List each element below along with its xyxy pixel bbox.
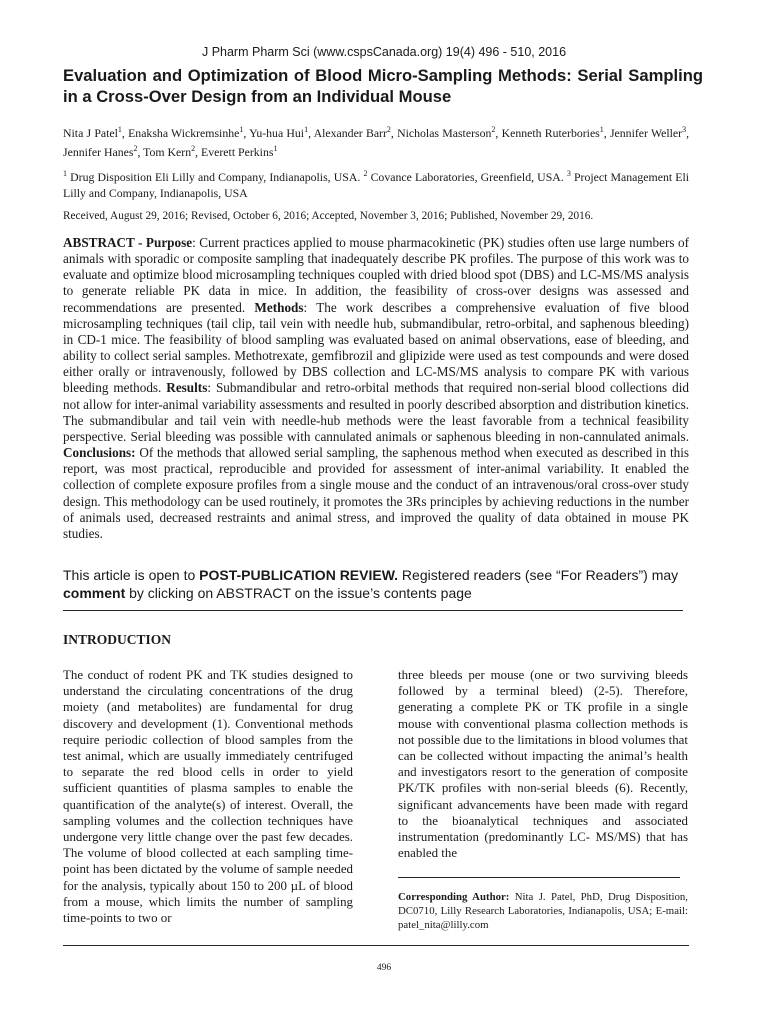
- author-affiliation-mark: 1: [239, 125, 244, 134]
- comment-label: comment: [63, 585, 126, 601]
- abstract-conclusions: Of the methods that allowed serial sampling, the saphenous method when executed as described in this report, was most practical, reproducible and provided for assessment of inter-animal variability. It enabled the collection of complete exposure profiles from a single mouse and the conduct of an intravenous/oral cross-over study design. This methodology can be used routinely, it promotes the 3Rs principles by achieving reductions in the number of animals used, decreased restraints and animal stress, and improved the quality of data obtained in mouse PK studies.: [63, 445, 689, 541]
- introduction-right-column: three bleeds per mouse (one or two surviving bleeds followed by a terminal bleed) (2-5). Therefore, generating a complete PK or TK profile in a single mouse with conventional plasma collection methods is not possible due to the limitations in blood volumes that can be collected without impacting the animal’s health and investigators resort to the generation of composite PK/TK profiles with non-serial bleeds (6). Recently, significant advancements have been made with regard to the bioanalytical techniques and associated instrumentation (predominantly LC- MS/MS) that has enabled the: [398, 668, 688, 861]
- author-name: Jennifer Weller$^3$: [609, 125, 687, 140]
- author-affiliation-mark: 2: [491, 125, 496, 134]
- corresponding-author-label: Corresponding Author:: [398, 891, 510, 903]
- author-affiliation-mark: 2: [191, 143, 196, 153]
- affiliation-text: Project Management Eli Lilly and Company, Indianapolis, USA: [63, 169, 690, 200]
- corresponding-author-text: Nita J. Patel, PhD, Drug Disposition, DC0710, Lilly Research Laboratories, Indianapolis, USA; E-mail: patel_nita@lilly.com: [398, 891, 689, 931]
- abstract-purpose: : Current practices applied to mouse pharmacokinetic (PK) studies often use large numbers of animals with sporadic or composite sampling that inadequately describe PK profiles. The purpose of this work was to evaluate and optimize blood microsampling techniques coupled with dried blood spot (DBS) and LC-MS/MS analysis to generate reliable PK data in mice. In addition, the feasibility of cross-over designs was assessed and recommendations are presented.: [63, 235, 689, 315]
- author-affiliation-mark: 2: [386, 125, 391, 134]
- affiliation-text: Covance Laboratories, Greenfield, USA.: [367, 169, 567, 184]
- abstract[interactable]: [63, 235, 689, 542]
- author-affiliation-mark: 3: [682, 125, 687, 134]
- author-affiliation-mark: 1: [273, 143, 278, 153]
- affiliation-number: 2: [363, 169, 368, 178]
- author-affiliation-mark: 1: [304, 125, 309, 134]
- affiliation-text: Drug Disposition Eli Lilly and Company, Indianapolis, USA.: [67, 169, 364, 184]
- abstract-label: ABSTRACT - Purpose: [63, 235, 193, 250]
- author-name: Kenneth Ruterbories$^1$: [501, 125, 604, 140]
- affiliation-number: 3: [566, 169, 571, 178]
- footnote-divider: [398, 877, 680, 878]
- abstract-conclusions-label: Conclusions:: [63, 445, 136, 461]
- open-review-text-1: This article is open to: [63, 567, 200, 583]
- journal-header: J Pharm Pharm Sci (www.cspsCanada.org) 19(4) 496 - 510, 2016: [201, 45, 567, 59]
- footer-divider: [63, 945, 689, 946]
- author-name: Everett Perkins$^1$: [201, 143, 278, 159]
- author-affiliation-mark: 1: [117, 125, 122, 134]
- author-name: Enaksha Wickremsinhe$^1$: [128, 125, 244, 140]
- publication-dates: Received, August 29, 2016; Revised, October 6, 2016; Accepted, November 3, 2016; Published, November 29, 2016.: [63, 210, 594, 222]
- header-divider: [63, 610, 683, 611]
- author-name: Yu-hua Hui$^1$: [249, 125, 309, 140]
- author-name: Alexander Barr$^2$: [313, 125, 391, 140]
- abstract-results: : Submandibular and retro-orbital methods that required non-serial blood collections did not allow for inter-animal variability assessments and resulted in poorly described absorption and distribution kinetics. The submandibular and tail vein with needle-hub methods were the least favorable from a technical feasibility perspective. Serial bleeding was possible with cannulated animals or saphenous bleeding in non-cannulated animals.: [63, 380, 689, 444]
- affiliations: [63, 166, 689, 201]
- author-name: Tom Kern$^2$: [143, 143, 196, 159]
- abstract-methods-label: Methods: [254, 299, 304, 315]
- abstract-methods: : The work describes a comprehensive evaluation of five blood microsampling techniques (tail clip, tail vein with needle hub, submandibular, retro-orbital, and saphenous bleeding) in CD-1 mice. The feasibility of blood sampling was evaluated based on animal observations, ease of bleeding, and ability to collect serial samples. Methotrexate, gemfibrozil and glipizide were used as test compounds and were dosed either orally or intravenously, followed by DBS collection and LC-MS/MS analysis to compare PK with various bleeding methods.: [63, 299, 689, 396]
- affiliation-number: 1: [63, 169, 67, 178]
- page-number: 496: [376, 963, 392, 973]
- introduction-heading: INTRODUCTION: [63, 632, 172, 647]
- author-name: Nita J Patel$^1$: [63, 125, 122, 140]
- article-title: Evaluation and Optimization of Blood Micro-Sampling Methods: Serial Sampling in a Cross-Over Design from an Individual Mouse: [63, 66, 703, 106]
- author-name: Jennifer Hanes$^2$: [63, 143, 138, 159]
- introduction-left-column: The conduct of rodent PK and TK studies designed to understand the circulating concentrations of the drug moiety (and metabolites) are fundamental for drug discovery and development (1). Conventional methods require periodic collection of blood samples from the test animal, which are usually immediately centrifuged to separate the red blood cells in order to yield sufficient quantities of plasma samples to enable the quantification of the analyte(s) of interest. Overall, the sampling volumes and the collection techniques have undergone very little change over the past few decades. The volume of blood collected at each sampling time-point has been dictated by the volume of sample needed for the analysis, typically about 150 to 200 µL of blood from a mouse, which limits the number of sampling time-points to two or: [63, 668, 353, 926]
- post-publication-review-label: POST-PUBLICATION REVIEW.: [199, 567, 399, 583]
- author-name: Nicholas Masterson$^2$: [397, 125, 496, 140]
- open-review-notice: [63, 566, 693, 602]
- abstract-results-label: Results: [166, 380, 208, 396]
- author-affiliation-mark: 1: [599, 125, 604, 134]
- open-review-text-2: Registered readers (see “For Readers”) may: [398, 567, 679, 583]
- author-affiliation-mark: 2: [133, 143, 138, 153]
- corresponding-author: [398, 890, 688, 932]
- open-review-text-3: by clicking on ABSTRACT on the issue’s contents page: [125, 585, 472, 601]
- author-list: Nita J Patel$^1$, Enaksha Wickremsinhe$^1$, Yu-hua Hui$^1$, Alexander Barr$^2$, Nicholas Masterson$^2$, Kenneth Ruterbories$^1$, Jennifer Weller$^3$, Jennifer Hanes$^2$, Tom Kern$^2$, Everett Perkins$^1$: [63, 125, 690, 159]
